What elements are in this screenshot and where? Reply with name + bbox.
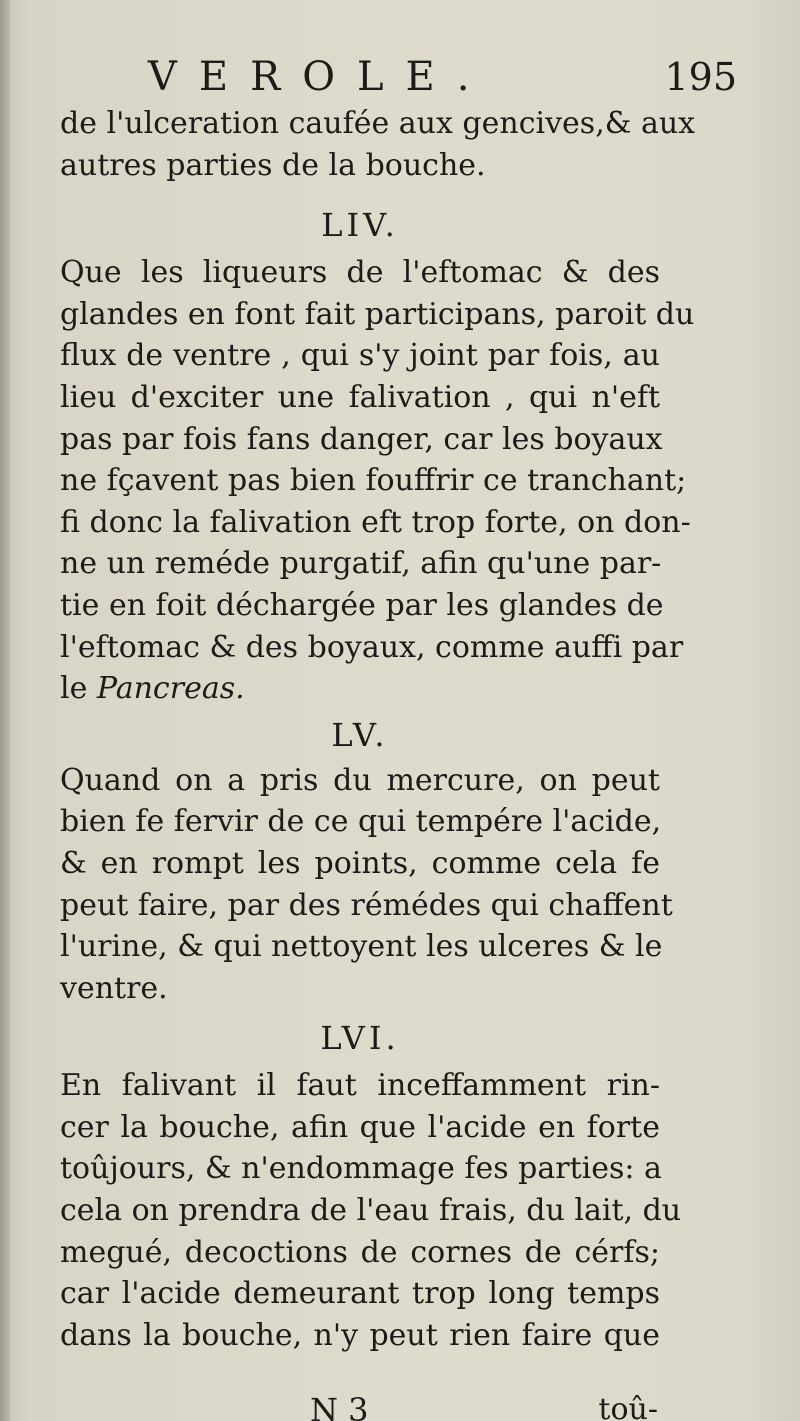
text-line: dans la bouche, n'y peut rien faire que (60, 1317, 660, 1353)
text-line: tie en foit déchargée par les glandes de (60, 587, 664, 623)
text-line: En falivant il faut inceffamment rin- (60, 1068, 660, 1104)
section-heading: LV. (331, 715, 389, 754)
text-line: fi donc la falivation eft trop forte, on don- (60, 504, 691, 540)
text-line: flux de ventre , qui s'y joint par fois, au (60, 338, 660, 374)
signature-mark: N 3 (310, 1391, 369, 1421)
page-gutter (0, 0, 10, 1421)
text-line: de l'ulceration caufée aux gencives,& aux (60, 106, 696, 141)
running-head (60, 52, 745, 102)
text-line: toûjours, & n'endommage fes parties: a (60, 1151, 662, 1187)
text-line: l'urine, & qui nettoyent les ulceres & le (60, 929, 663, 965)
text-line: Que les liqueurs de l'eftomac & des (60, 255, 660, 291)
text-fragment: le (60, 671, 97, 707)
text-line: pas par fois fans danger, car les boyaux (60, 421, 663, 457)
text-line: cer la bouche, afin que l'acide en forte (60, 1109, 660, 1145)
text-line: ventre. (60, 970, 168, 1006)
page-number: 195 (664, 55, 737, 99)
italic-term: Pancreas. (96, 671, 245, 707)
text-line: ne un reméde purgatif, afin qu'une par- (60, 546, 662, 582)
text-line: peut faire, par des rémédes qui chaffent (60, 887, 673, 923)
section-heading: LVI. (320, 1019, 400, 1058)
catchword: toû- (598, 1392, 658, 1421)
text-line: megué, decoctions de cornes de cérfs; (60, 1234, 660, 1270)
text-line: car l'acide demeurant trop long temps (60, 1276, 660, 1312)
text-line (60, 668, 660, 710)
text-line: ne fçavent pas bien fouffrir ce tranchant; (60, 463, 687, 499)
text-line: & en rompt les points, comme cela fe (60, 845, 660, 881)
text-line: lieu d'exciter une falivation , qui n'eft (60, 379, 660, 415)
page-footer (60, 1392, 660, 1421)
text-line: Quand on a pris du mercure, on peut (60, 762, 660, 798)
text-line: l'eftomac & des boyaux, comme auffi par (60, 629, 684, 665)
text-block (60, 103, 696, 1356)
text-line: autres parties de la bouche. (60, 147, 486, 183)
running-title: VEROLE. (148, 54, 492, 100)
section-heading: LIV. (321, 206, 399, 245)
text-line: bien fe fervir de ce qui tempére l'acide, (60, 804, 662, 840)
text-line: glandes en font fait participans, paroit du (60, 296, 695, 332)
text-line: cela on prendra de l'eau frais, du lait, du (60, 1193, 682, 1229)
